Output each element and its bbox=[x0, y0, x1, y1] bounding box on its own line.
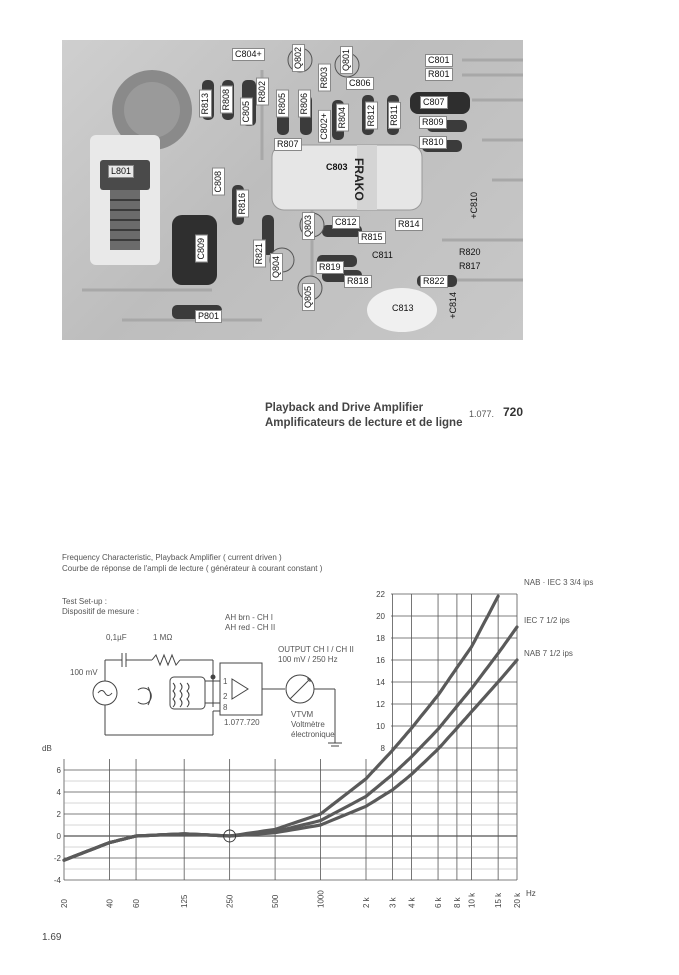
label-r802: R802 bbox=[256, 78, 269, 106]
x-tick-label: 250 bbox=[225, 894, 235, 908]
legend-nab-334: NAB · IEC 3 3/4 ips bbox=[524, 578, 594, 587]
label-c801: C801 bbox=[425, 54, 453, 67]
figure-title-en-note: ( current driven ) bbox=[222, 553, 282, 562]
y-tick-label-upper: 16 bbox=[376, 656, 385, 665]
y-tick-label: -2 bbox=[53, 854, 61, 863]
setup-label-en: Test Set-up : bbox=[62, 597, 107, 606]
series-line-0 bbox=[64, 596, 498, 860]
label-r809: R809 bbox=[419, 116, 447, 129]
source-value: 100 mV bbox=[70, 668, 98, 677]
label-r803: R803 bbox=[318, 64, 331, 92]
label-r812: R812 bbox=[365, 102, 378, 130]
label-c814: +C814 bbox=[448, 292, 458, 319]
x-tick-label: 2 k bbox=[362, 897, 371, 908]
label-l801: L801 bbox=[108, 165, 134, 178]
label-c803: C803 bbox=[326, 162, 348, 172]
label-c807: C807 bbox=[420, 96, 448, 109]
x-tick-label: 40 bbox=[105, 899, 115, 908]
brand-frako: FRAKO bbox=[352, 158, 366, 201]
figure-title-en-main: Frequency Characteristic, Playback Amplifier bbox=[62, 553, 221, 562]
ah-brn: AH brn - CH I bbox=[225, 613, 274, 622]
label-q802: Q802 bbox=[292, 44, 305, 72]
x-tick-label: 20 bbox=[60, 899, 69, 908]
x-tick-label: 20 k bbox=[513, 892, 522, 908]
caption-french: Amplificateurs de lecture et de ligne bbox=[265, 417, 463, 429]
y-tick-label: 0 bbox=[56, 832, 61, 841]
y-tick-label: 6 bbox=[56, 766, 61, 775]
label-r819: R819 bbox=[316, 261, 344, 274]
x-axis-label: Hz bbox=[526, 889, 536, 898]
label-q804: Q804 bbox=[270, 253, 283, 281]
label-c810: +C810 bbox=[469, 192, 479, 219]
ah-red: AH red - CH II bbox=[225, 623, 276, 632]
x-tick-label: 6 k bbox=[434, 897, 444, 908]
label-c813: C813 bbox=[392, 303, 414, 313]
label-r822: R822 bbox=[420, 275, 448, 288]
caption-code-prefix: 1.077. bbox=[469, 409, 495, 419]
label-r807: R807 bbox=[274, 138, 302, 151]
label-r817: R817 bbox=[459, 261, 481, 271]
y-tick-label: 4 bbox=[56, 788, 61, 797]
vtvm-label: VTVM bbox=[291, 710, 314, 719]
figure-title-fr-note: ( générateur à courant constant ) bbox=[205, 564, 323, 573]
y-tick-label-upper: 18 bbox=[376, 634, 385, 643]
y-tick-label-upper: 8 bbox=[380, 744, 385, 753]
label-r816: R816 bbox=[236, 190, 249, 218]
y-axis-label: dB bbox=[42, 744, 52, 753]
label-r813: R813 bbox=[199, 90, 212, 118]
x-tick-label: 1000 bbox=[316, 890, 326, 908]
x-tick-label: 500 bbox=[271, 894, 281, 908]
res-value: 1 MΩ bbox=[153, 633, 173, 642]
x-tick-label: 4 k bbox=[407, 897, 417, 908]
y-tick-label: 2 bbox=[56, 810, 61, 819]
label-r815: R815 bbox=[358, 231, 386, 244]
y-tick-label-upper: 10 bbox=[376, 722, 385, 731]
label-p801: P801 bbox=[195, 310, 222, 323]
x-tick-label: 8 k bbox=[452, 897, 462, 908]
label-c811: C811 bbox=[372, 250, 393, 260]
pin-8: 8 bbox=[223, 703, 228, 712]
x-tick-label: 60 bbox=[132, 899, 142, 908]
x-tick-label: 10 k bbox=[467, 892, 477, 908]
label-r801: R801 bbox=[425, 68, 453, 81]
label-q803: Q803 bbox=[302, 212, 315, 240]
caption-english: Playback and Drive Amplifier bbox=[265, 402, 424, 414]
vtvm-fr2: électronique bbox=[291, 730, 335, 739]
label-c802: C802+ bbox=[318, 110, 331, 143]
vtvm-fr1: Voltmètre bbox=[291, 720, 325, 729]
y-tick-label-upper: 12 bbox=[376, 700, 385, 709]
pin-1: 1 bbox=[223, 677, 228, 686]
label-c809: C809 bbox=[195, 235, 208, 263]
page-number: 1.69 bbox=[42, 932, 62, 943]
label-r820: R820 bbox=[459, 247, 481, 257]
x-tick-label: 3 k bbox=[388, 897, 398, 908]
label-r811: R811 bbox=[388, 102, 401, 129]
y-tick-label-upper: 14 bbox=[376, 678, 385, 687]
label-c808: C808 bbox=[212, 168, 225, 196]
label-r814: R814 bbox=[395, 218, 423, 231]
label-r804: R804 bbox=[336, 104, 349, 132]
pin-2: 2 bbox=[223, 692, 228, 701]
label-c805: C805 bbox=[240, 98, 253, 126]
label-r805: R805 bbox=[276, 90, 289, 118]
setup-label-fr: Dispositif de mesure : bbox=[62, 607, 139, 616]
legend-iec-712: IEC 7 1/2 ips bbox=[524, 616, 570, 625]
label-q805: Q805 bbox=[302, 283, 315, 311]
cap-value: 0,1µF bbox=[106, 633, 127, 642]
label-r810: R810 bbox=[419, 136, 447, 149]
label-c812: C812 bbox=[332, 216, 360, 229]
y-tick-label: -4 bbox=[53, 876, 61, 885]
series-line-2 bbox=[64, 660, 517, 860]
label-c806: C806 bbox=[346, 77, 374, 90]
x-tick-label: 125 bbox=[180, 894, 190, 908]
label-r808: R808 bbox=[220, 86, 233, 114]
label-r821: R821 bbox=[253, 240, 266, 268]
output-line2: 100 mV / 250 Hz bbox=[278, 655, 338, 664]
y-tick-label-upper: 22 bbox=[376, 590, 385, 599]
figure-title-fr-main: Courbe de réponse de l'ampli de lecture bbox=[62, 564, 204, 573]
label-r806: R806 bbox=[298, 90, 311, 118]
label-r818: R818 bbox=[344, 275, 372, 288]
label-q801: Q801 bbox=[340, 46, 353, 74]
output-line1: OUTPUT CH I / CH II bbox=[278, 645, 354, 654]
x-tick-label: 15 k bbox=[494, 892, 504, 908]
module-code: 1.077.720 bbox=[224, 718, 260, 727]
caption-code-number: 720 bbox=[503, 405, 524, 419]
legend-nab-712: NAB 7 1/2 ips bbox=[524, 649, 573, 658]
label-c804: C804+ bbox=[232, 48, 265, 61]
y-tick-label-upper: 20 bbox=[376, 612, 385, 621]
